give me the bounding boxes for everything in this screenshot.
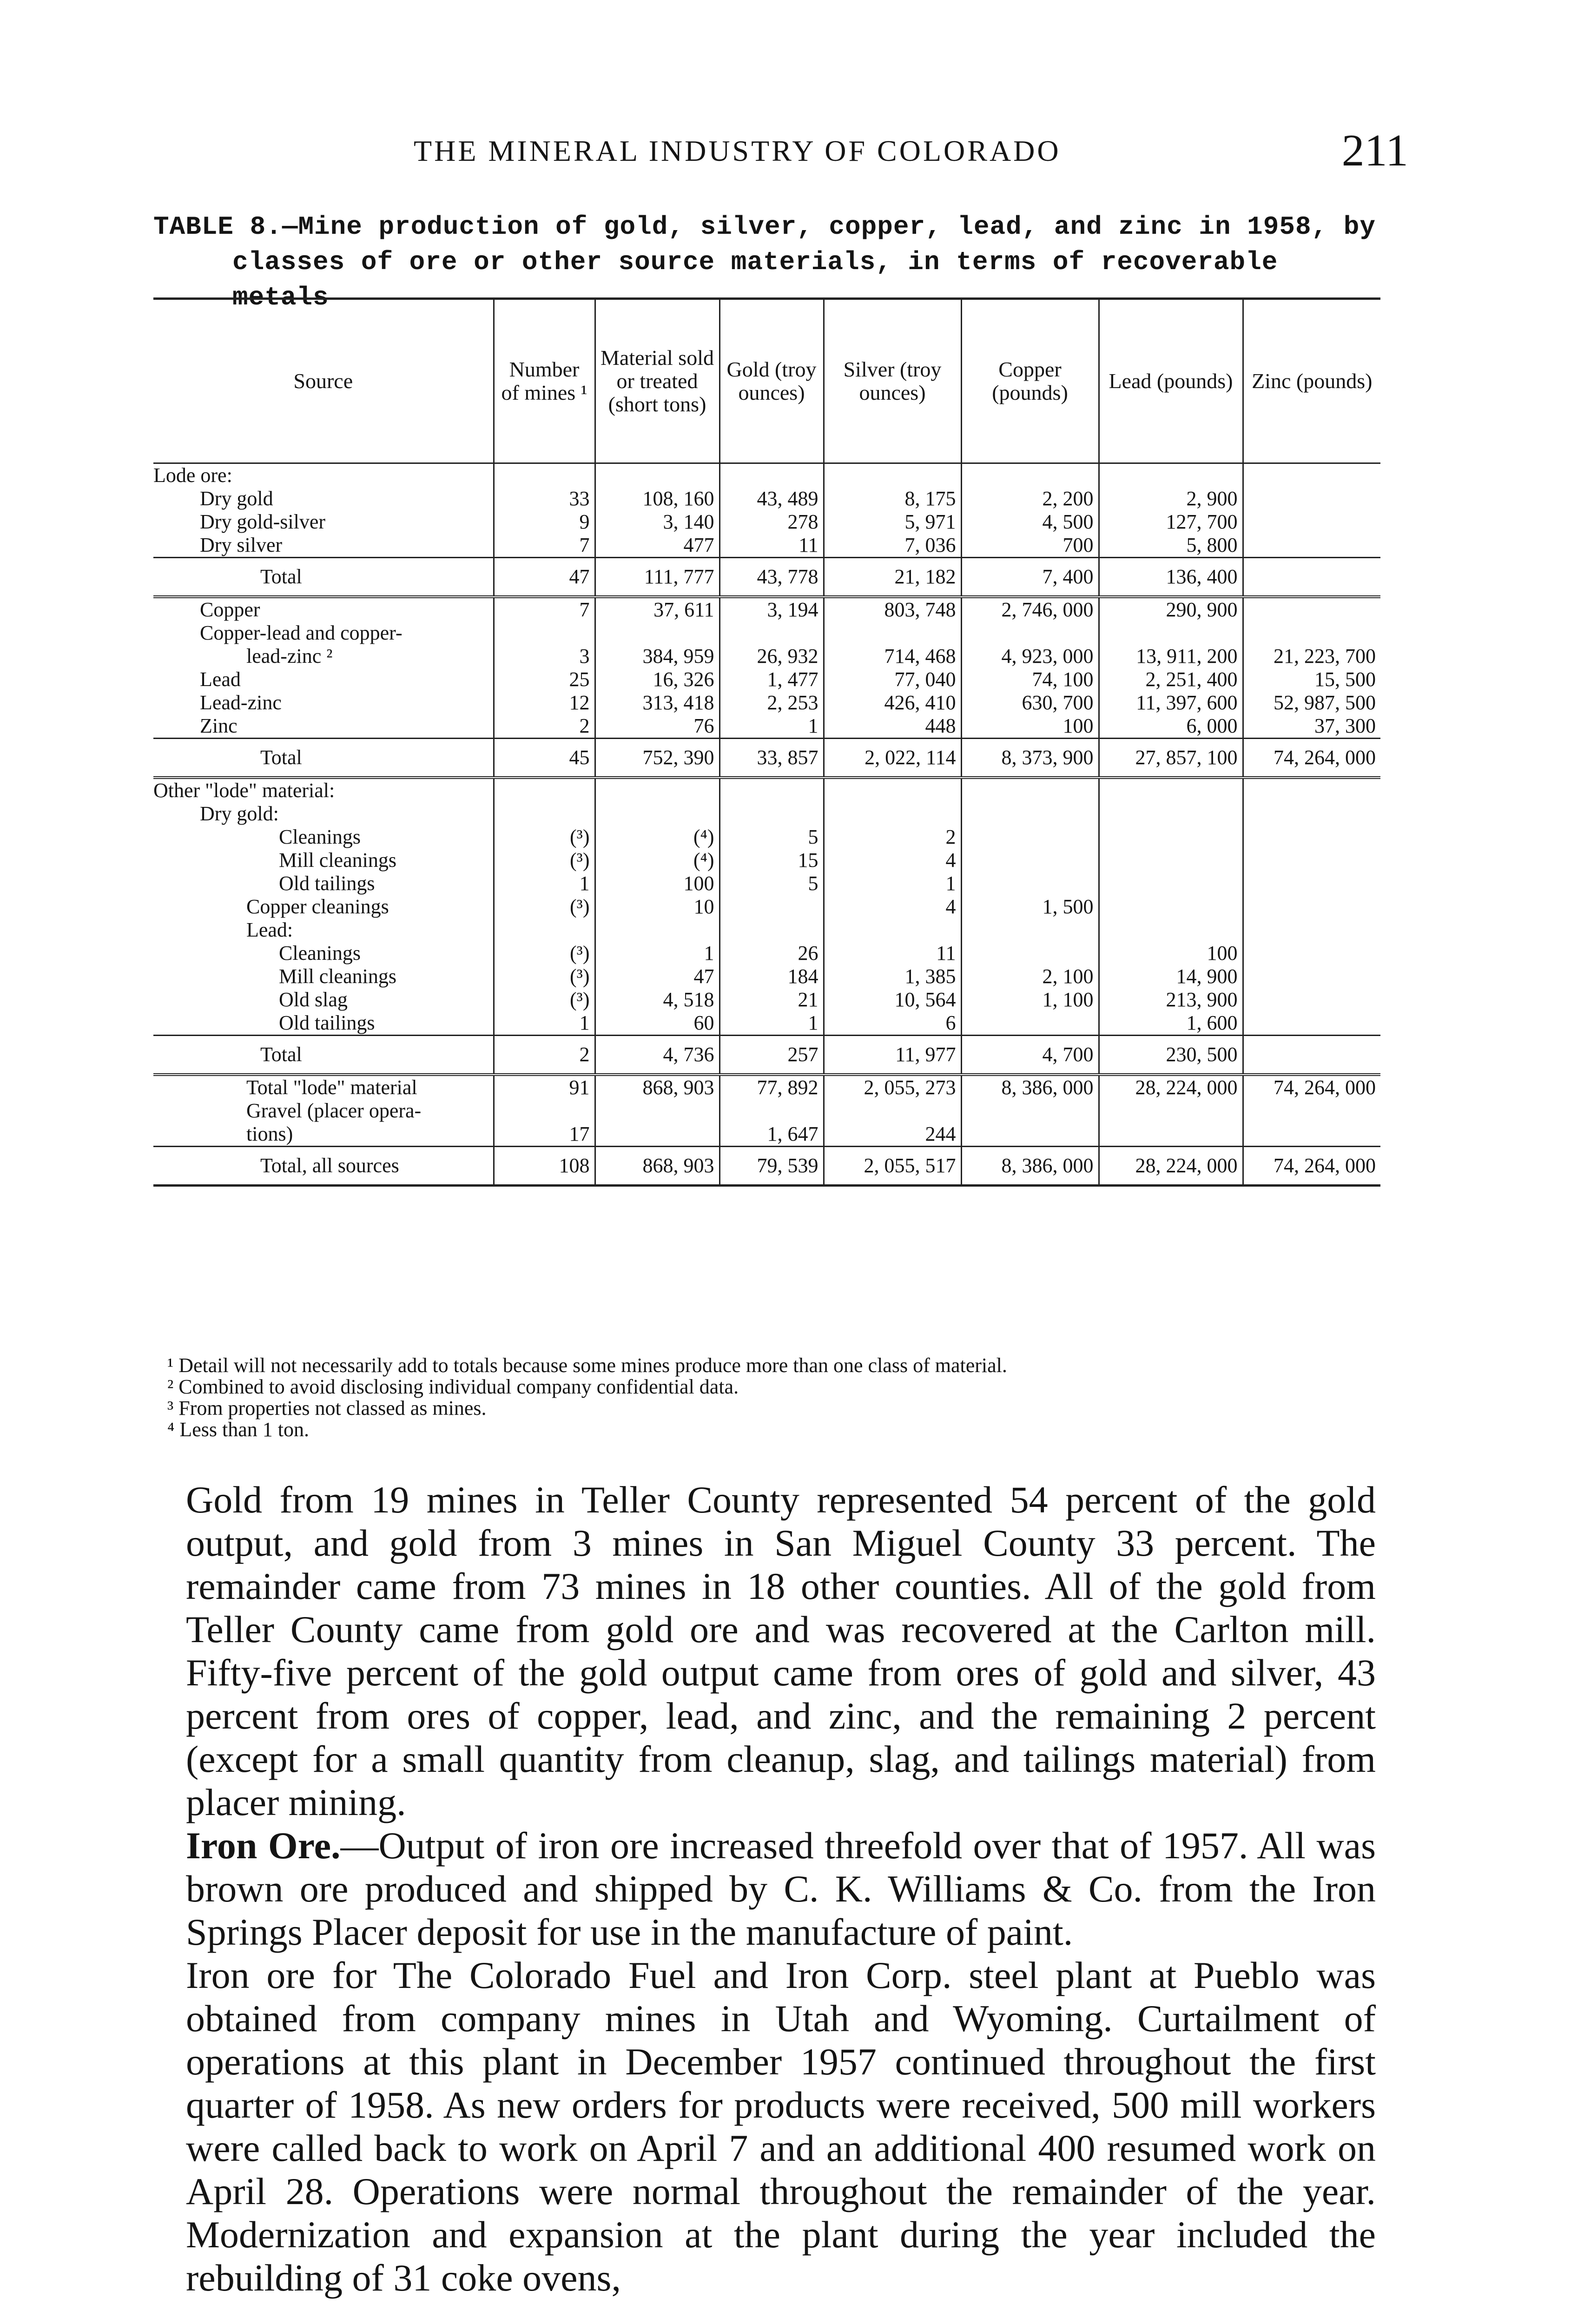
- row-label: Lode ore:: [153, 464, 232, 487]
- table-cell: 8, 373, 900: [961, 739, 1099, 778]
- table-cell: 6, 000: [1099, 714, 1243, 739]
- table-cell: [1243, 534, 1380, 558]
- row-label: Old slag: [279, 988, 348, 1011]
- table-row: [153, 872, 1380, 895]
- table-cell: [961, 1011, 1099, 1036]
- table-cell: [595, 778, 719, 802]
- table-cell: 7: [494, 534, 595, 558]
- column-header: Number of mines ¹: [494, 299, 595, 463]
- table-cell: 5, 971: [824, 510, 961, 534]
- table-cell: 74, 264, 000: [1243, 739, 1380, 778]
- table-cell: 21, 182: [824, 558, 961, 597]
- table-cell: (³): [494, 942, 595, 965]
- table-cell: 47: [494, 558, 595, 597]
- table-row: [153, 534, 1380, 558]
- table-cell: [1099, 849, 1243, 872]
- table-cell: [595, 463, 719, 488]
- table-cell: [961, 778, 1099, 802]
- table-row: [153, 895, 1380, 918]
- row-label: Dry gold: [200, 487, 273, 510]
- footnote: ³ From properties not classed as mines.: [167, 1397, 487, 1419]
- table-cell: [961, 849, 1099, 872]
- footnote: ¹ Detail will not necessarily add to totals because some mines produce more than one class of material.: [167, 1354, 1007, 1377]
- row-label: Total "lode" material: [246, 1076, 417, 1099]
- table-cell: 52, 987, 500: [1243, 691, 1380, 714]
- table-row: [153, 825, 1380, 849]
- table-cell: 17: [494, 1122, 595, 1147]
- table-cell: 16, 326: [595, 668, 719, 691]
- table-cell: 2, 200: [961, 487, 1099, 510]
- table-cell: 4: [824, 849, 961, 872]
- table-cell: 33, 857: [719, 739, 824, 778]
- table-cell: 5, 800: [1099, 534, 1243, 558]
- table-cell: 1: [824, 872, 961, 895]
- table-cell: [1099, 825, 1243, 849]
- table-cell: 108: [494, 1147, 595, 1186]
- table-cell: 213, 900: [1099, 988, 1243, 1011]
- table-cell: (³): [494, 895, 595, 918]
- table-cell: [1243, 621, 1380, 645]
- production-table: [153, 297, 1380, 1187]
- table-cell: 37, 300: [1243, 714, 1380, 739]
- table-cell: [595, 1122, 719, 1147]
- row-label: lead-zinc ²: [246, 645, 333, 667]
- table-row: [153, 1075, 1380, 1099]
- row-label: Old tailings: [279, 1011, 375, 1034]
- table-cell: [1243, 802, 1380, 825]
- table-cell: 184: [719, 965, 824, 988]
- table-cell: 752, 390: [595, 739, 719, 778]
- table-cell: 2: [824, 825, 961, 849]
- table-cell: [1099, 1099, 1243, 1122]
- iron-ore-text: —Output of iron ore increased threefold over that of 1957. All was brown ore produced and shipped by C. K. Williams & Co. from the Iron Springs Placer deposit for use in the manufacture of paint.: [186, 1824, 1376, 1953]
- table-cell: 2, 900: [1099, 487, 1243, 510]
- table-cell: [719, 918, 824, 942]
- table-cell: [595, 802, 719, 825]
- table-cell: [494, 778, 595, 802]
- table-cell: 290, 900: [1099, 597, 1243, 621]
- table-cell: 426, 410: [824, 691, 961, 714]
- table-cell: 33: [494, 487, 595, 510]
- row-label: Cleanings: [279, 942, 361, 964]
- row-label: Lead:: [246, 918, 293, 941]
- table-cell: 15: [719, 849, 824, 872]
- table-cell: 11: [824, 942, 961, 965]
- table-cell: [1243, 918, 1380, 942]
- table-cell: 11, 397, 600: [1099, 691, 1243, 714]
- table-cell: [824, 463, 961, 488]
- table-cell: 1: [595, 942, 719, 965]
- table-cell: [961, 942, 1099, 965]
- table-cell: 2: [494, 1036, 595, 1075]
- table-cell: 2, 100: [961, 965, 1099, 988]
- table-cell: [1099, 1122, 1243, 1147]
- table-cell: 1, 100: [961, 988, 1099, 1011]
- footnote: ² Combined to avoid disclosing individual company confidential data.: [167, 1375, 739, 1398]
- table-cell: 108, 160: [595, 487, 719, 510]
- table-cell: [1243, 825, 1380, 849]
- caption-line-2: classes of ore or other source materials, in terms of recoverable metals: [232, 247, 1278, 312]
- row-label: Gravel (placer opera-: [246, 1099, 422, 1122]
- table-cell: 1: [494, 872, 595, 895]
- running-title: THE MINERAL INDUSTRY OF COLORADO: [414, 134, 1061, 167]
- paragraph-cfi: Iron ore for The Colorado Fuel and Iron Corp. steel plant at Pueblo was obtained from company mines in Utah and Wyoming. Curtailment of operations at this plant in December 1957 continued throughout the first quarter of 1958. As new orders for products were received, 500 mill workers were called back to work on April 7 and an additional 400 resumed work on April 28. Operations were normal throughout the remainder of the year. Modernization and expansion at the plant during the year included the rebuilding of 31 coke ovens,: [186, 1954, 1376, 2299]
- table-cell: 136, 400: [1099, 558, 1243, 597]
- table-cell: 2, 022, 114: [824, 739, 961, 778]
- column-header: Lead (pounds): [1099, 299, 1243, 463]
- table-cell: 1, 385: [824, 965, 961, 988]
- table-cell: 43, 778: [719, 558, 824, 597]
- table-row: [153, 691, 1380, 714]
- row-label: Mill cleanings: [279, 965, 396, 988]
- table-cell: 43, 489: [719, 487, 824, 510]
- table-cell: 79, 539: [719, 1147, 824, 1186]
- table-cell: 127, 700: [1099, 510, 1243, 534]
- table-cell: 2, 251, 400: [1099, 668, 1243, 691]
- table-cell: [719, 1099, 824, 1122]
- row-label: Copper: [200, 598, 260, 621]
- table-cell: [824, 1099, 961, 1122]
- table-cell: 1: [719, 1011, 824, 1036]
- table-cell: 13, 911, 200: [1099, 645, 1243, 668]
- table-cell: (⁴): [595, 849, 719, 872]
- table-cell: 5: [719, 825, 824, 849]
- column-header: Gold (troy ounces): [719, 299, 824, 463]
- table-cell: 7: [494, 597, 595, 621]
- table-cell: [719, 778, 824, 802]
- table-row: [153, 802, 1380, 825]
- table-cell: 77, 040: [824, 668, 961, 691]
- table-row: [153, 849, 1380, 872]
- table-cell: [719, 463, 824, 488]
- table-cell: [494, 802, 595, 825]
- table-row: [153, 714, 1380, 739]
- table-cell: 8, 386, 000: [961, 1147, 1099, 1186]
- table-cell: 2, 253: [719, 691, 824, 714]
- table-cell: 2, 746, 000: [961, 597, 1099, 621]
- row-label: Dry gold:: [200, 802, 279, 825]
- table-cell: 12: [494, 691, 595, 714]
- table-cell: [1243, 1122, 1380, 1147]
- table-cell: [1243, 1011, 1380, 1036]
- table-row: [153, 988, 1380, 1011]
- paragraph-iron-ore: [186, 1824, 1376, 1954]
- table-cell: (³): [494, 849, 595, 872]
- table-cell: [1243, 849, 1380, 872]
- row-label: Mill cleanings: [279, 849, 396, 872]
- table-cell: 74, 264, 000: [1243, 1147, 1380, 1186]
- table-row: [153, 778, 1380, 802]
- row-label: Copper cleanings: [246, 895, 389, 918]
- table-cell: [1243, 1036, 1380, 1075]
- table-cell: [824, 778, 961, 802]
- table-cell: 27, 857, 100: [1099, 739, 1243, 778]
- table-cell: 11: [719, 534, 824, 558]
- table-cell: 257: [719, 1036, 824, 1075]
- row-label: Other "lode" material:: [153, 779, 335, 802]
- table-cell: 21, 223, 700: [1243, 645, 1380, 668]
- table-cell: [1099, 778, 1243, 802]
- table-cell: (³): [494, 988, 595, 1011]
- table-cell: [1243, 1099, 1380, 1122]
- row-label: Old tailings: [279, 872, 375, 895]
- table-cell: [1243, 487, 1380, 510]
- table-cell: [961, 825, 1099, 849]
- table-cell: 313, 418: [595, 691, 719, 714]
- row-label: Total: [153, 739, 494, 778]
- table-cell: [1243, 558, 1380, 597]
- table-cell: 60: [595, 1011, 719, 1036]
- table-cell: 14, 900: [1099, 965, 1243, 988]
- table-cell: 4, 736: [595, 1036, 719, 1075]
- table-cell: [824, 918, 961, 942]
- table-cell: [961, 621, 1099, 645]
- table-cell: [719, 802, 824, 825]
- caption-line-1: TABLE 8.—Mine production of gold, silver, copper, lead, and zinc in 1958, by: [153, 212, 1376, 242]
- table-cell: 4, 500: [961, 510, 1099, 534]
- row-label: tions): [246, 1122, 293, 1145]
- table-cell: [1099, 802, 1243, 825]
- table-cell: [961, 463, 1099, 488]
- table-cell: 15, 500: [1243, 668, 1380, 691]
- table-cell: [1099, 895, 1243, 918]
- table-row: [153, 597, 1380, 621]
- table-cell: 868, 903: [595, 1147, 719, 1186]
- table-cell: 4: [824, 895, 961, 918]
- table-row: [153, 942, 1380, 965]
- table-cell: [1243, 778, 1380, 802]
- table-cell: 9: [494, 510, 595, 534]
- table-cell: [961, 872, 1099, 895]
- table-cell: 21: [719, 988, 824, 1011]
- table-row: [153, 487, 1380, 510]
- table-cell: 4, 923, 000: [961, 645, 1099, 668]
- table-cell: 10, 564: [824, 988, 961, 1011]
- table-cell: 74, 264, 000: [1243, 1075, 1380, 1099]
- table-cell: 5: [719, 872, 824, 895]
- table-cell: 2, 055, 273: [824, 1075, 961, 1099]
- table-cell: 1, 647: [719, 1122, 824, 1147]
- table-cell: 100: [1099, 942, 1243, 965]
- table-cell: [719, 895, 824, 918]
- table-cell: 8, 386, 000: [961, 1075, 1099, 1099]
- table-cell: 100: [961, 714, 1099, 739]
- table-cell: 10: [595, 895, 719, 918]
- table-cell: 1, 600: [1099, 1011, 1243, 1036]
- column-header: Copper (pounds): [961, 299, 1099, 463]
- table-row: [153, 621, 1380, 645]
- table-cell: [595, 918, 719, 942]
- table-body: [153, 463, 1380, 1186]
- table-cell: [494, 463, 595, 488]
- table-cell: 4, 700: [961, 1036, 1099, 1075]
- paragraph-gold: Gold from 19 mines in Teller County represented 54 percent of the gold output, and gold from 3 mines in San Miguel County 33 percent. The remainder came from 73 mines in 18 other counties. All of the gold from Teller County came from gold ore and was recovered at the Carlton mill. Fifty-five percent of the gold output came from ores of gold and silver, 43 percent from ores of copper, lead, and zinc, and the remaining 2 percent (except for a small quantity from cleanup, slag, and tailings material) from placer mining.: [186, 1479, 1376, 1823]
- table-cell: 700: [961, 534, 1099, 558]
- table-cell: [494, 918, 595, 942]
- table-cell: 111, 777: [595, 558, 719, 597]
- table-cell: 7, 400: [961, 558, 1099, 597]
- table-cell: [1243, 895, 1380, 918]
- row-label: Dry gold-silver: [200, 510, 326, 533]
- row-label: Lead: [200, 668, 241, 691]
- row-label: Total: [153, 558, 494, 597]
- table-row: [153, 668, 1380, 691]
- table-cell: 630, 700: [961, 691, 1099, 714]
- table-cell: 6: [824, 1011, 961, 1036]
- table-cell: 868, 903: [595, 1075, 719, 1099]
- table-cell: 8, 175: [824, 487, 961, 510]
- table-row: [153, 1036, 1380, 1075]
- table-cell: [824, 802, 961, 825]
- table-cell: (³): [494, 825, 595, 849]
- table-cell: [1099, 918, 1243, 942]
- table-cell: [961, 918, 1099, 942]
- table-cell: 47: [595, 965, 719, 988]
- table-cell: 28, 224, 000: [1099, 1075, 1243, 1099]
- table-cell: [961, 802, 1099, 825]
- table-cell: 26: [719, 942, 824, 965]
- table-cell: [1243, 988, 1380, 1011]
- table-cell: 7, 036: [824, 534, 961, 558]
- table-cell: [824, 621, 961, 645]
- table-cell: [1243, 510, 1380, 534]
- table-cell: 477: [595, 534, 719, 558]
- row-label: Zinc: [200, 714, 238, 737]
- table-cell: [1099, 872, 1243, 895]
- table-row: [153, 1011, 1380, 1036]
- row-label: Total: [153, 1036, 494, 1075]
- table-cell: 45: [494, 739, 595, 778]
- table-cell: [1243, 965, 1380, 988]
- column-header: Source: [153, 299, 494, 463]
- column-header: Zinc (pounds): [1243, 299, 1380, 463]
- table-cell: [1243, 872, 1380, 895]
- body-text: [186, 1478, 1376, 2299]
- table-cell: 2: [494, 714, 595, 739]
- table-header-row: [153, 299, 1380, 463]
- table-row: [153, 510, 1380, 534]
- running-head: [153, 125, 1408, 180]
- table-row: [153, 1122, 1380, 1147]
- table-cell: 3, 194: [719, 597, 824, 621]
- table-cell: 714, 468: [824, 645, 961, 668]
- table-cell: 384, 959: [595, 645, 719, 668]
- table-cell: [595, 1099, 719, 1122]
- table-row: [153, 1099, 1380, 1122]
- table-cell: [1099, 463, 1243, 488]
- table-cell: [595, 621, 719, 645]
- table-row: [153, 558, 1380, 597]
- table-cell: 74, 100: [961, 668, 1099, 691]
- footnote: ⁴ Less than 1 ton.: [167, 1418, 309, 1441]
- table-cell: 244: [824, 1122, 961, 1147]
- table-cell: 28, 224, 000: [1099, 1147, 1243, 1186]
- column-header: Material sold or treated (short tons): [595, 299, 719, 463]
- table-cell: 2, 055, 517: [824, 1147, 961, 1186]
- table-row: [153, 918, 1380, 942]
- row-label: Lead-zinc: [200, 691, 282, 714]
- table-cell: 3: [494, 645, 595, 668]
- table-cell: 37, 611: [595, 597, 719, 621]
- table-cell: 4, 518: [595, 988, 719, 1011]
- table-cell: 77, 892: [719, 1075, 824, 1099]
- table-cell: (⁴): [595, 825, 719, 849]
- column-header: Silver (troy ounces): [824, 299, 961, 463]
- table-cell: [494, 1099, 595, 1122]
- table-cell: [1099, 621, 1243, 645]
- table-cell: [1243, 463, 1380, 488]
- table-cell: 91: [494, 1075, 595, 1099]
- table-cell: 1, 477: [719, 668, 824, 691]
- table-row: [153, 645, 1380, 668]
- table-row: [153, 463, 1380, 488]
- row-label: Cleanings: [279, 825, 361, 848]
- table-row: [153, 1147, 1380, 1186]
- row-label: Copper-lead and copper-: [200, 621, 403, 644]
- table-cell: [1243, 942, 1380, 965]
- table-cell: 448: [824, 714, 961, 739]
- table-cell: 1: [719, 714, 824, 739]
- footnotes: [167, 1355, 1376, 1440]
- table-cell: 278: [719, 510, 824, 534]
- table-cell: 1: [494, 1011, 595, 1036]
- row-label: Total, all sources: [153, 1147, 494, 1186]
- table-cell: [961, 1099, 1099, 1122]
- table-cell: [1243, 597, 1380, 621]
- table-cell: 100: [595, 872, 719, 895]
- row-label: Dry silver: [200, 534, 283, 556]
- table-cell: 26, 932: [719, 645, 824, 668]
- table-row: [153, 965, 1380, 988]
- table-cell: [961, 1122, 1099, 1147]
- table-cell: [494, 621, 595, 645]
- table-cell: 3, 140: [595, 510, 719, 534]
- table-cell: 803, 748: [824, 597, 961, 621]
- iron-ore-heading: Iron Ore.: [186, 1824, 341, 1867]
- table-cell: [719, 621, 824, 645]
- table-cell: 11, 977: [824, 1036, 961, 1075]
- table-cell: 25: [494, 668, 595, 691]
- table-row: [153, 739, 1380, 778]
- table-cell: (³): [494, 965, 595, 988]
- table-cell: 76: [595, 714, 719, 739]
- page-number: 211: [1341, 125, 1408, 176]
- table-cell: 230, 500: [1099, 1036, 1243, 1075]
- table-cell: 1, 500: [961, 895, 1099, 918]
